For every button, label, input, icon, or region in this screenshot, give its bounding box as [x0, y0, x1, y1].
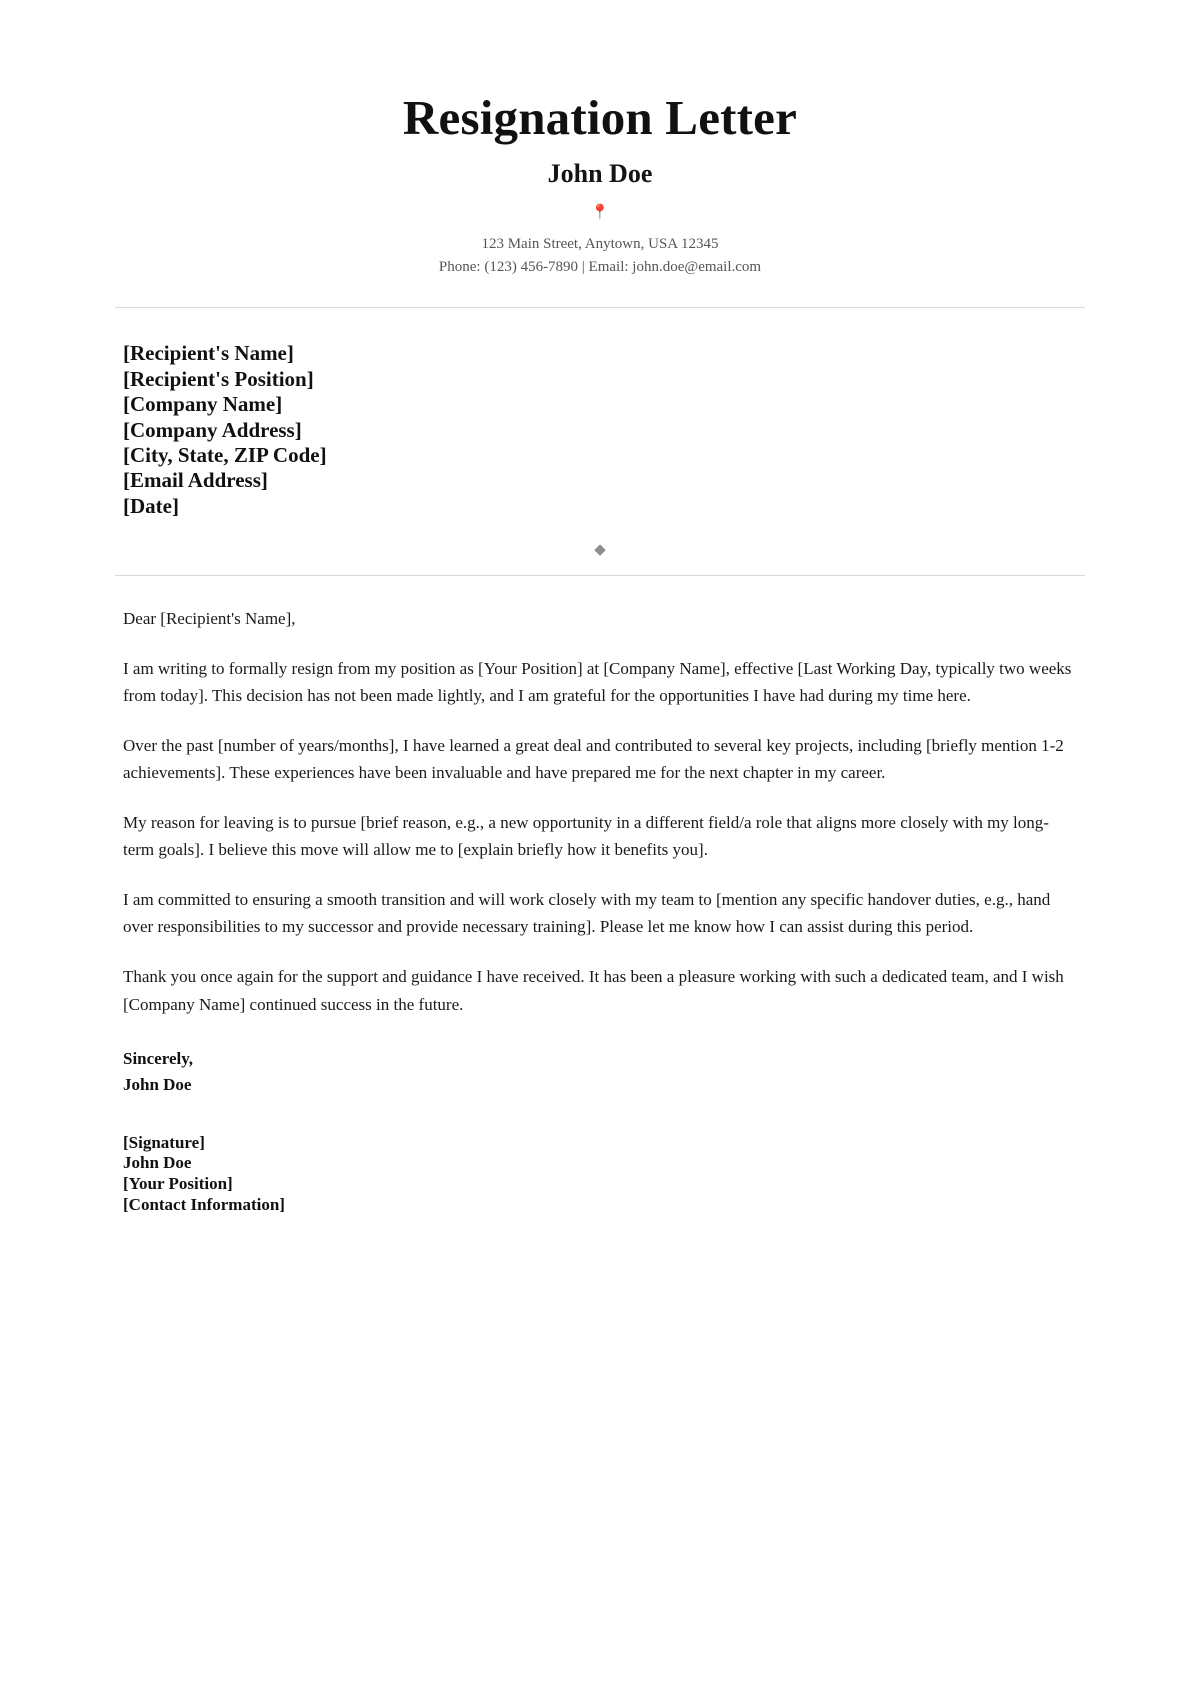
body-paragraph: Over the past [number of years/months], I have learned a great deal and contributed to several key projects, including [briefly mention 1-2 achievements]. These experiences have been invaluable and have prepared me for the next chapter in my career. — [123, 735, 1064, 783]
section-ornament — [115, 537, 1085, 563]
page-title: Resignation Letter — [402, 90, 798, 145]
body-paragraph: I am writing to formally resign from my position as [Your Position] at [Company Name], effective [Last Working Day, typically two weeks from today]. This decision has not been made lightly, and I am grateful for the opportunities I have had during my time here. — [123, 658, 1072, 706]
recipient-line: [Company Address] — [123, 417, 302, 442]
closing-name: John Doe — [123, 1075, 192, 1095]
signature-line: [Signature] — [123, 1132, 205, 1152]
body-paragraph: My reason for leaving is to pursue [brief reason, e.g., a new opportunity in a different field/a role that aligns more closely with my long-term goals]. I believe this move will allow me to [explain briefly how it benefits you]. — [123, 812, 1049, 860]
recipient-line: [Company Name] — [123, 392, 283, 417]
header-divider — [115, 307, 1085, 308]
recipient-line: [Date] — [123, 493, 179, 518]
closing-block — [115, 1046, 1085, 1099]
body-paragraph: I am committed to ensuring a smooth transition and will work closely with my team to [mention any specific handover duties, e.g., hand over responsibilities to my successor and provide necessary training]. Please let me know how I can assist during this period. — [123, 889, 1051, 937]
signature-line: [Contact Information] — [123, 1194, 285, 1214]
signature-line: John Doe — [123, 1153, 192, 1173]
body-divider — [115, 575, 1085, 576]
document-content — [115, 0, 1085, 1336]
valediction: Sincerely, — [123, 1049, 194, 1069]
location-row — [115, 205, 1085, 225]
signature-block — [115, 1133, 1085, 1336]
round-pushpin-icon: 📍 — [590, 204, 610, 221]
recipient-line: [City, State, ZIP Code] — [123, 443, 327, 468]
letter-body — [115, 606, 1085, 1018]
signature-line: [Your Position] — [123, 1174, 233, 1194]
recipient-block — [115, 341, 1085, 519]
recipient-line: [Recipient's Position] — [123, 366, 314, 391]
sender-contact: Phone: (123) 456-7890 | Email: john.doe@email.com — [438, 259, 762, 276]
sender-name: John Doe — [547, 158, 653, 188]
diamond-icon: ◆ — [594, 542, 606, 559]
salutation: Dear [Recipient's Name], — [123, 609, 296, 629]
body-paragraph: Thank you once again for the support and guidance I have received. It has been a pleasure working with such a dedicated team, and I wish [Company Name] continued success in the future. — [123, 967, 1064, 1014]
sender-address: 123 Main Street, Anytown, USA 12345 — [481, 235, 719, 252]
recipient-line: [Recipient's Name] — [123, 341, 294, 366]
recipient-line: [Email Address] — [123, 468, 268, 493]
